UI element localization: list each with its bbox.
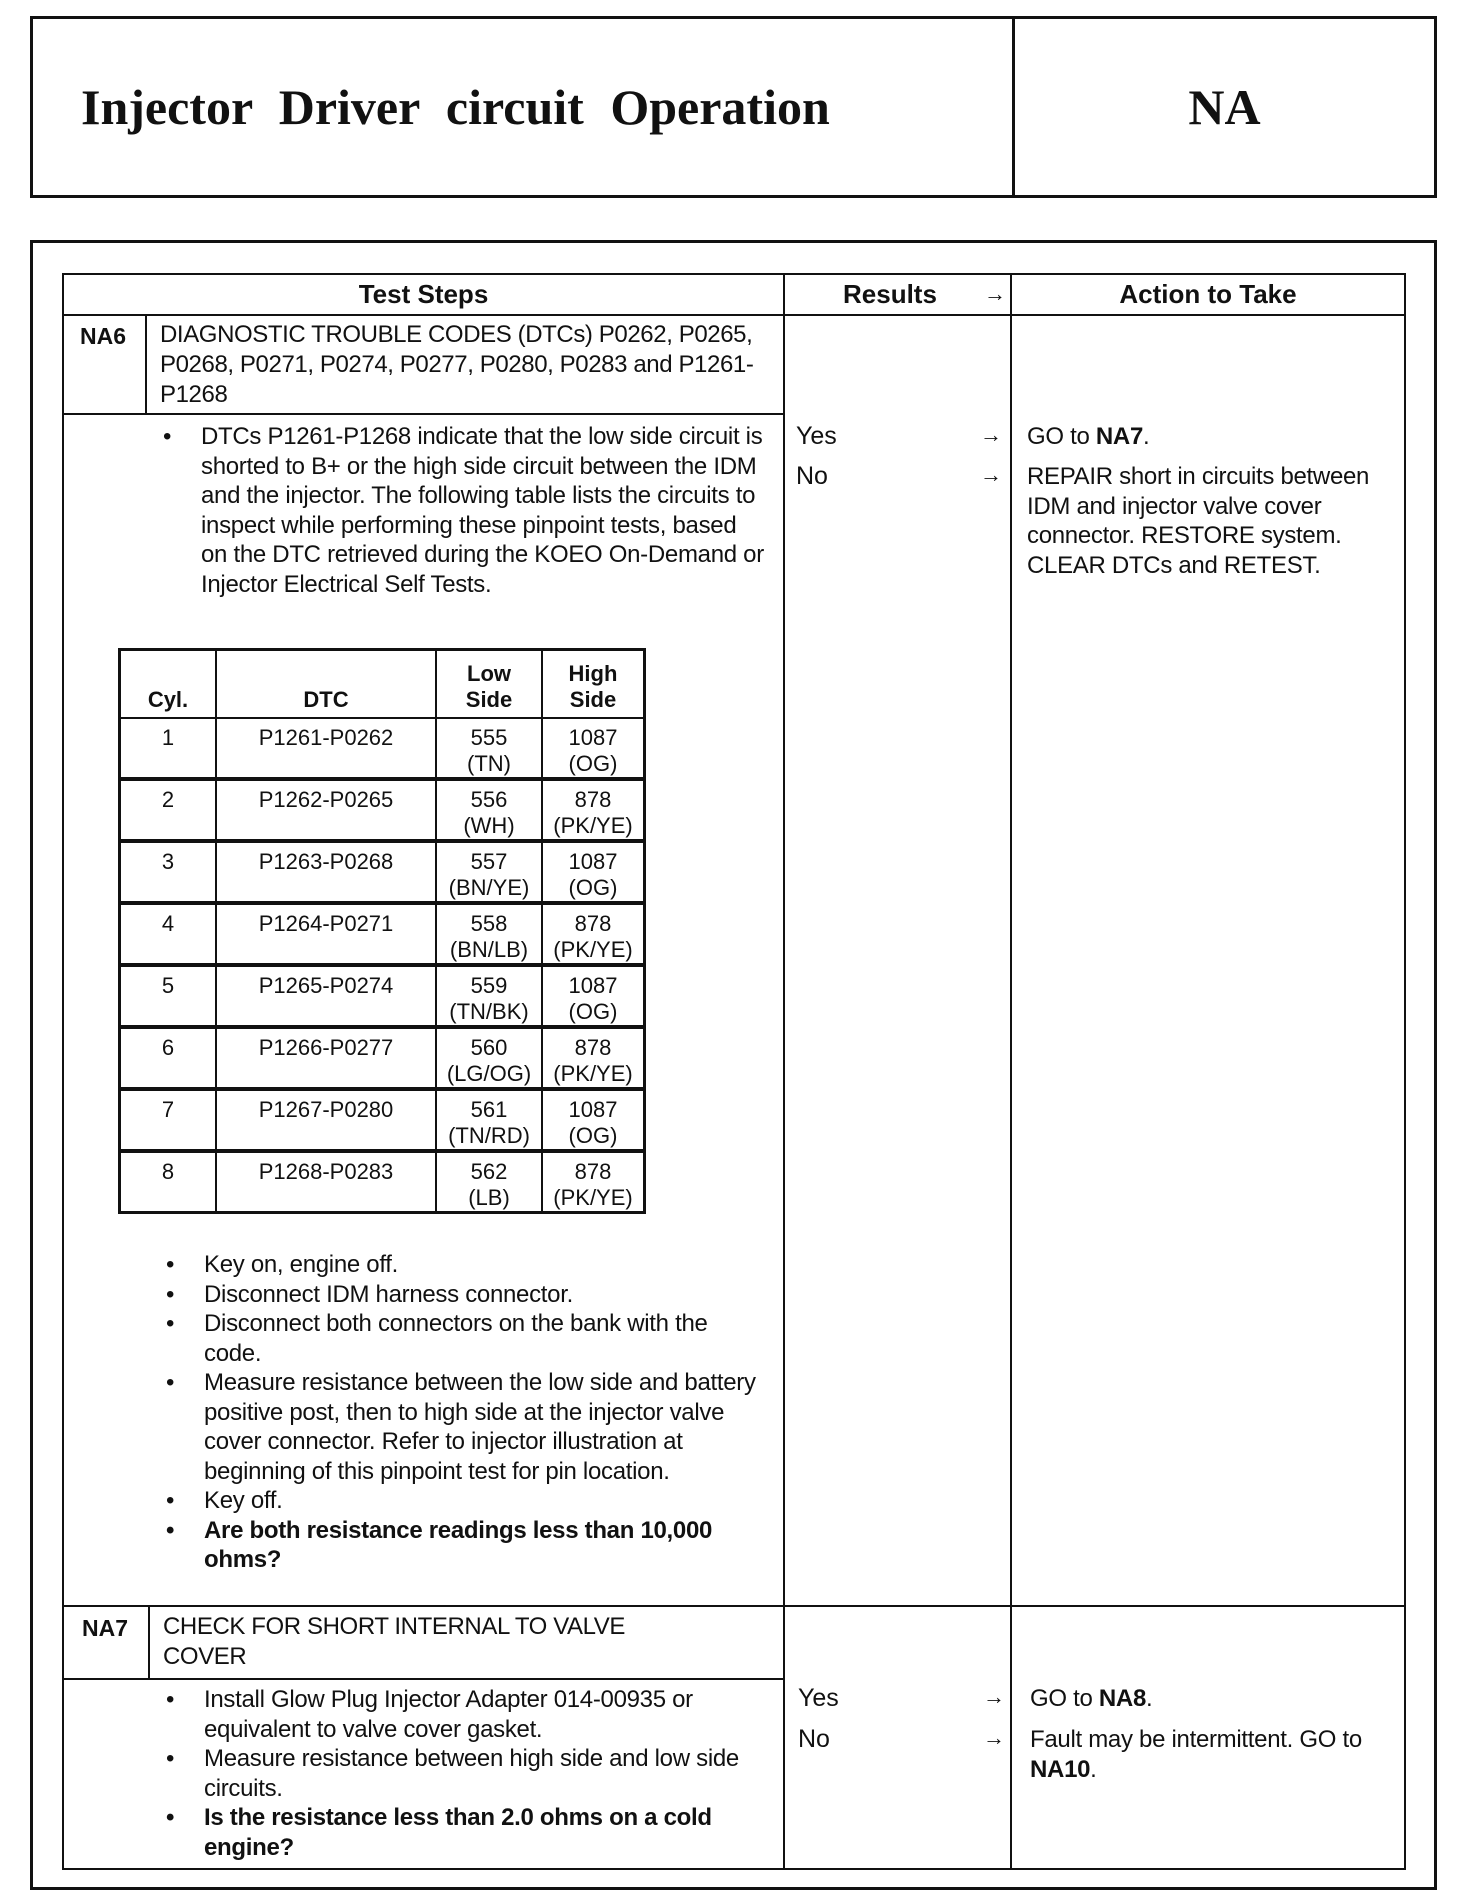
table-row (120, 841, 645, 903)
col-divider-action (1010, 273, 1012, 1870)
goto-na8-link[interactable]: NA8 (1098, 1685, 1147, 1712)
bullet-icon: • (166, 1487, 175, 1514)
cell-cyl: 7 (120, 1089, 217, 1151)
goto-na10-link[interactable]: NA10 (1030, 1755, 1091, 1783)
cell-dtc: P1262-P0265 (216, 779, 436, 841)
header-test-steps: Test Steps (358, 279, 489, 309)
cell-cyl: 3 (120, 841, 217, 903)
cell-high-side: 878 (PK/YE) (542, 1151, 645, 1213)
cell-dtc: P1268-P0283 (216, 1151, 436, 1213)
na7-result-yes: Yes (798, 1684, 839, 1712)
cell-dtc: P1266-P0277 (216, 1027, 436, 1089)
na7-id-divider (148, 1607, 150, 1679)
cell-low-side: 560 (LG/OG) (436, 1027, 542, 1089)
cell-cyl: 1 (120, 718, 217, 779)
bullet-icon: • (166, 1280, 175, 1308)
bullet-icon: • (163, 423, 172, 450)
na6-no-action: REPAIR short in circuits between IDM and injector valve cover connector. RESTORE system. CLEAR DTCs and RETEST. (1027, 463, 1370, 579)
na6-title-underline (62, 413, 785, 415)
bullet-icon: • (166, 1804, 175, 1831)
th-high-side: High Side (542, 650, 645, 719)
na7-result-no: No (798, 1725, 830, 1753)
col-divider-results (783, 273, 785, 1870)
header-results: Results (843, 279, 937, 309)
section-code: NA (1188, 79, 1261, 135)
list-item: • Key on, engine off. (158, 1250, 758, 1280)
bullet-icon: • (166, 1369, 175, 1396)
list-item: • Key off. (158, 1486, 758, 1516)
table-row (120, 1151, 645, 1213)
list-item: • Measure resistance between the low side and battery positive post, then to high side at the injector valve cover connector. Refer to injector illustration at beginning of this pinpoint test for pin location. (158, 1368, 758, 1486)
list-item-question: • Are both resistance readings less than 10,000 ohms? (158, 1516, 758, 1575)
na6-intro-text: DTCs P1261-P1268 indicate that the low side circuit is shorted to B+ or the high side circuit between the IDM and the injector. The following table lists the circuits to inspect while performing these pinpoint tests, based on the DTC retrieved during the KOEO On-Demand or Injector Electrical Self Tests. (201, 423, 764, 598)
step-title-na7: CHECK FOR SHORT INTERNAL TO VALVE COVER (163, 1613, 626, 1670)
cell-low-side: 562 (LB) (436, 1151, 542, 1213)
list-item: • Disconnect both connectors on the bank with the code. (158, 1309, 758, 1368)
cell-low-side: 557 (BN/YE) (436, 841, 542, 903)
cell-high-side: 1087 (OG) (542, 841, 645, 903)
na6-result-no: No (796, 462, 828, 490)
header-action: Action to Take (1119, 279, 1297, 309)
cell-low-side: 555 (TN) (436, 718, 542, 779)
step-id-na6: NA6 (80, 323, 127, 349)
th-cyl: Cyl. (120, 650, 217, 719)
cell-high-side: 878 (PK/YE) (542, 779, 645, 841)
cell-low-side: 559 (TN/BK) (436, 965, 542, 1027)
header-underline (62, 314, 1406, 316)
title-box (30, 16, 1437, 198)
goto-na7-link[interactable]: NA7 (1095, 423, 1144, 450)
table-row (120, 1089, 645, 1151)
cell-dtc: P1265-P0274 (216, 965, 436, 1027)
na6-result-yes: Yes (796, 422, 837, 450)
cell-high-side: 878 (PK/YE) (542, 1027, 645, 1089)
cell-cyl: 2 (120, 779, 217, 841)
step-title-na6: DIAGNOSTIC TROUBLE CODES (DTCs) P0262, P0265, P0268, P0271, P0274, P0277, P0280, P0283 and P1261-P1268 (160, 321, 754, 408)
list-item-question: • Is the resistance less than 2.0 ohms on a cold engine? (158, 1803, 758, 1862)
arrow-icon: → (983, 1684, 1005, 1709)
na6-intro-item (155, 422, 765, 599)
cell-dtc: P1267-P0280 (216, 1089, 436, 1151)
bullet-icon: • (166, 1310, 175, 1337)
step-id-na7: NA7 (82, 1615, 129, 1641)
cell-low-side: 561 (TN/RD) (436, 1089, 542, 1151)
na7-no-action: Fault may be intermittent. GO to NA10. (1030, 1726, 1362, 1783)
na6-intro (155, 422, 765, 599)
bullet-icon: • (166, 1686, 175, 1713)
cell-cyl: 8 (120, 1151, 217, 1213)
page-title: Injector Driver circuit Operation (33, 19, 1015, 195)
cell-high-side: 1087 (OG) (542, 1089, 645, 1151)
cell-dtc: P1261-P0262 (216, 718, 436, 779)
dtc-table-header (120, 650, 645, 719)
arrow-icon: → (980, 462, 1002, 487)
th-low-side: Low Side (436, 650, 542, 719)
list-item: • Measure resistance between high side and low side circuits. (158, 1744, 758, 1803)
na6-section-bottom (62, 1605, 1406, 1607)
cell-high-side: 1087 (OG) (542, 718, 645, 779)
list-item: • Install Glow Plug Injector Adapter 014-00935 or equivalent to valve cover gasket. (158, 1685, 758, 1744)
cell-low-side: 558 (BN/LB) (436, 903, 542, 965)
cell-cyl: 6 (120, 1027, 217, 1089)
cell-dtc: P1263-P0268 (216, 841, 436, 903)
list-item: • Disconnect IDM harness connector. (158, 1280, 758, 1310)
table-row (120, 718, 645, 779)
bullet-icon: • (166, 1516, 175, 1544)
arrow-icon: → (983, 1725, 1005, 1750)
arrow-icon: → (980, 422, 1002, 447)
cell-high-side: 878 (PK/YE) (542, 903, 645, 965)
th-dtc: DTC (216, 650, 436, 719)
na6-yes-action: GO to NA7. (1027, 423, 1150, 450)
na7-title-underline (62, 1678, 785, 1680)
cell-cyl: 5 (120, 965, 217, 1027)
cell-dtc: P1264-P0271 (216, 903, 436, 965)
dtc-circuit-table (118, 648, 646, 1214)
cell-cyl: 4 (120, 903, 217, 965)
bullet-icon: • (166, 1745, 175, 1772)
na6-id-divider (145, 314, 147, 413)
table-row (120, 903, 645, 965)
table-row (120, 1027, 645, 1089)
header-arrow-icon: → (984, 281, 1006, 306)
na7-procedure-list (158, 1685, 758, 1862)
table-row (120, 965, 645, 1027)
bullet-icon: • (166, 1251, 175, 1278)
na7-yes-action: GO to NA8. (1030, 1685, 1153, 1712)
cell-low-side: 556 (WH) (436, 779, 542, 841)
cell-high-side: 1087 (OG) (542, 965, 645, 1027)
table-row (120, 779, 645, 841)
na6-procedure-list (158, 1250, 758, 1575)
